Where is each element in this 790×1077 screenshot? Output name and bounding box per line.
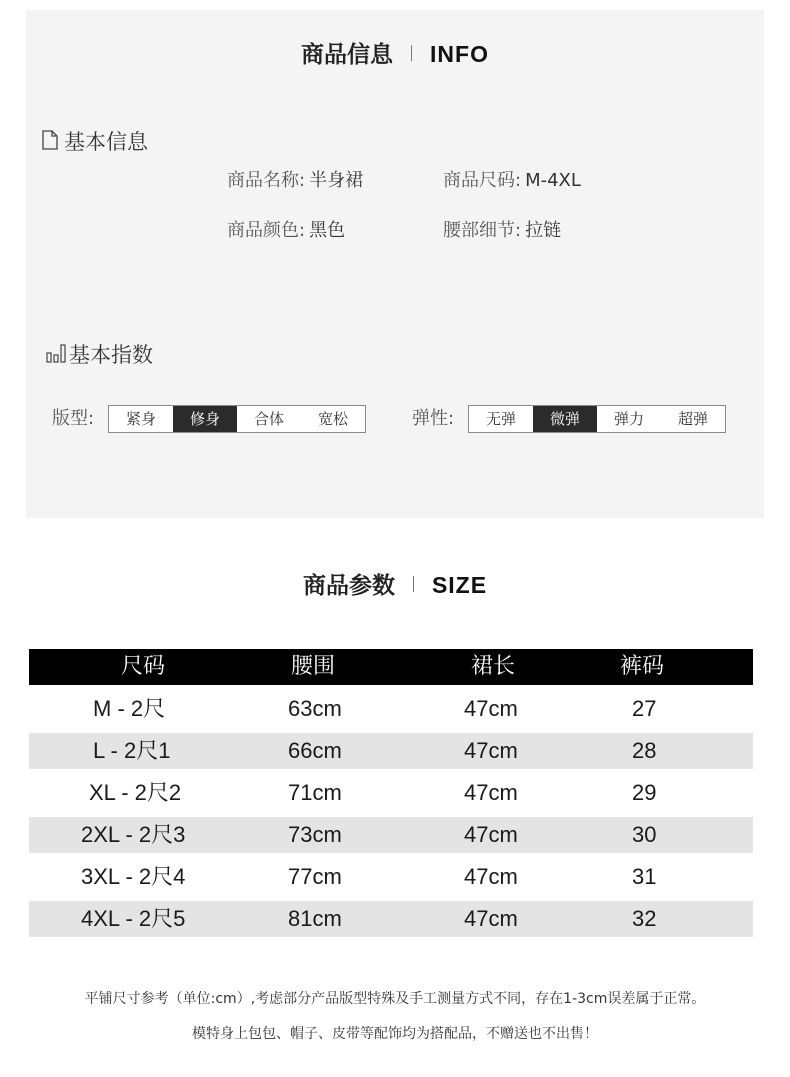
info-item-label: 商品名称: — [227, 170, 306, 191]
cell-waist: 63cm — [288, 696, 342, 721]
header-size: 尺码 — [121, 654, 166, 679]
cell-pants-size: 29 — [632, 780, 657, 805]
info-item-value: 半身裙 — [309, 170, 364, 191]
cell-skirt-length: 47cm — [464, 906, 518, 931]
elasticity-scale — [468, 405, 726, 433]
info-item-size — [443, 169, 581, 193]
fit-label: 版型: — [52, 408, 95, 429]
table-row — [29, 817, 753, 853]
fit-scale — [108, 405, 366, 433]
table-row — [29, 859, 753, 895]
cell-waist: 71cm — [288, 780, 342, 805]
title-divider — [413, 576, 414, 592]
info-item-waist-detail — [443, 219, 561, 243]
cell-waist: 81cm — [288, 906, 342, 931]
fit-option: 合体 — [253, 410, 284, 428]
info-item-color — [227, 219, 345, 243]
size-table — [29, 649, 753, 937]
cell-skirt-length: 47cm — [464, 780, 518, 805]
info-title-en: INFO — [430, 41, 489, 67]
basic-info-heading — [42, 129, 148, 156]
cell-skirt-length: 47cm — [464, 822, 518, 847]
table-row — [29, 733, 753, 769]
cell-size: M - 2尺 — [93, 696, 166, 721]
elasticity-option: 超弹 — [677, 410, 708, 428]
fit-option: 紧身 — [125, 410, 156, 428]
info-item-value: 黑色 — [309, 220, 346, 241]
cell-size: L - 2尺1 — [93, 738, 171, 763]
document-icon — [42, 130, 58, 156]
header-skirt-length: 裙长 — [471, 654, 516, 679]
header-waist: 腰围 — [291, 654, 336, 679]
info-item-value: 拉链 — [525, 220, 562, 241]
title-divider — [411, 45, 412, 61]
cell-skirt-length: 47cm — [464, 864, 518, 889]
size-title-en: SIZE — [431, 572, 488, 598]
info-item-label: 商品尺码: — [443, 170, 522, 191]
fit-option: 宽松 — [317, 410, 348, 428]
cell-waist: 73cm — [288, 822, 342, 847]
cell-pants-size: 28 — [632, 738, 657, 763]
measurement-note: 平铺尺寸参考（单位:cm）,考虑部分产品版型特殊及手工测量方式不同，存在1-3cm误差属于正常。 — [84, 991, 706, 1007]
basic-info-heading-label: 基本信息 — [64, 130, 148, 154]
info-item-value: M-4XL — [525, 170, 581, 191]
cell-pants-size: 30 — [632, 822, 657, 847]
info-item-label: 腰部细节: — [443, 220, 522, 241]
size-title-cn: 商品参数 — [302, 573, 395, 599]
size-table-header — [29, 649, 753, 685]
info-title-cn: 商品信息 — [301, 42, 394, 68]
cell-size: 3XL - 2尺4 — [81, 864, 186, 889]
info-item-label: 商品颜色: — [227, 220, 306, 241]
elasticity-option: 微弹 — [533, 406, 597, 432]
info-item-name — [227, 169, 363, 193]
elasticity-option: 弹力 — [613, 410, 644, 428]
accessory-note: 模特身上包包、帽子、皮带等配饰均为搭配品，不赠送也不出售！ — [192, 1026, 598, 1042]
cell-waist: 77cm — [288, 864, 342, 889]
cell-skirt-length: 47cm — [464, 738, 518, 763]
info-section-title — [0, 38, 790, 71]
cell-size: 4XL - 2尺5 — [81, 906, 186, 931]
basic-index-heading — [46, 342, 153, 369]
basic-index-heading-label: 基本指数 — [69, 343, 153, 367]
size-section-title — [0, 569, 790, 602]
table-row — [29, 775, 753, 811]
cell-pants-size: 27 — [632, 696, 657, 721]
table-row — [29, 691, 753, 727]
cell-skirt-length: 47cm — [464, 696, 518, 721]
cell-size: 2XL - 2尺3 — [81, 822, 186, 847]
cell-size: XL - 2尺2 — [89, 780, 182, 805]
cell-pants-size: 32 — [632, 906, 657, 931]
cell-waist: 66cm — [288, 738, 342, 763]
fit-option: 修身 — [173, 406, 237, 432]
header-pants-size: 裤码 — [620, 654, 665, 679]
elasticity-option: 无弹 — [485, 410, 516, 428]
elasticity-label: 弹性: — [412, 408, 455, 429]
info-panel — [26, 10, 764, 518]
table-row — [29, 901, 753, 937]
cell-pants-size: 31 — [632, 864, 657, 889]
bar-chart-icon — [46, 343, 66, 369]
